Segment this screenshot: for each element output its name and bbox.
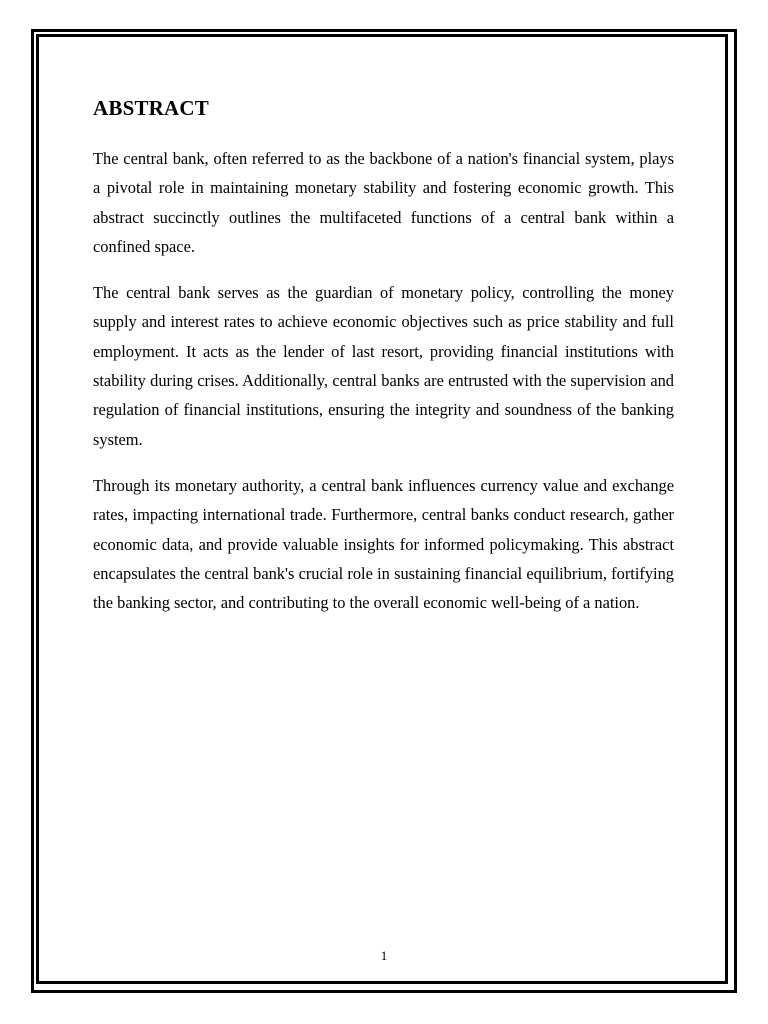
document-body bbox=[93, 93, 674, 634]
abstract-paragraph-3: Through its monetary authority, a central bank influences currency value and exchange rates, impacting international trade. Furthermore, central banks conduct research, gather economic data, and provide valuable insights for informed policymaking. This abstract encapsulates the central bank's crucial role in sustaining financial equilibrium, fortifying the banking sector, and contributing to the overall economic well-being of a nation. bbox=[93, 475, 674, 613]
abstract-paragraph-1: The central bank, often referred to as the backbone of a nation's financial system, plays a pivotal role in maintaining monetary stability and fostering economic growth. This abstract succinctly outlines the multifaceted functions of a central bank within a confined space. bbox=[93, 149, 674, 256]
abstract-paragraph-2: The central bank serves as the guardian of monetary policy, controlling the money supply and interest rates to achieve economic objectives such as price stability and full employment. It acts as the lender of last resort, providing financial institutions with stability during crises. Additionally, central banks are entrusted with the supervision and regulation of financial institutions, ensuring the integrity and soundness of the banking system. bbox=[93, 283, 674, 449]
abstract-heading: ABSTRACT bbox=[93, 96, 209, 120]
page-number: 1 bbox=[380, 948, 388, 963]
